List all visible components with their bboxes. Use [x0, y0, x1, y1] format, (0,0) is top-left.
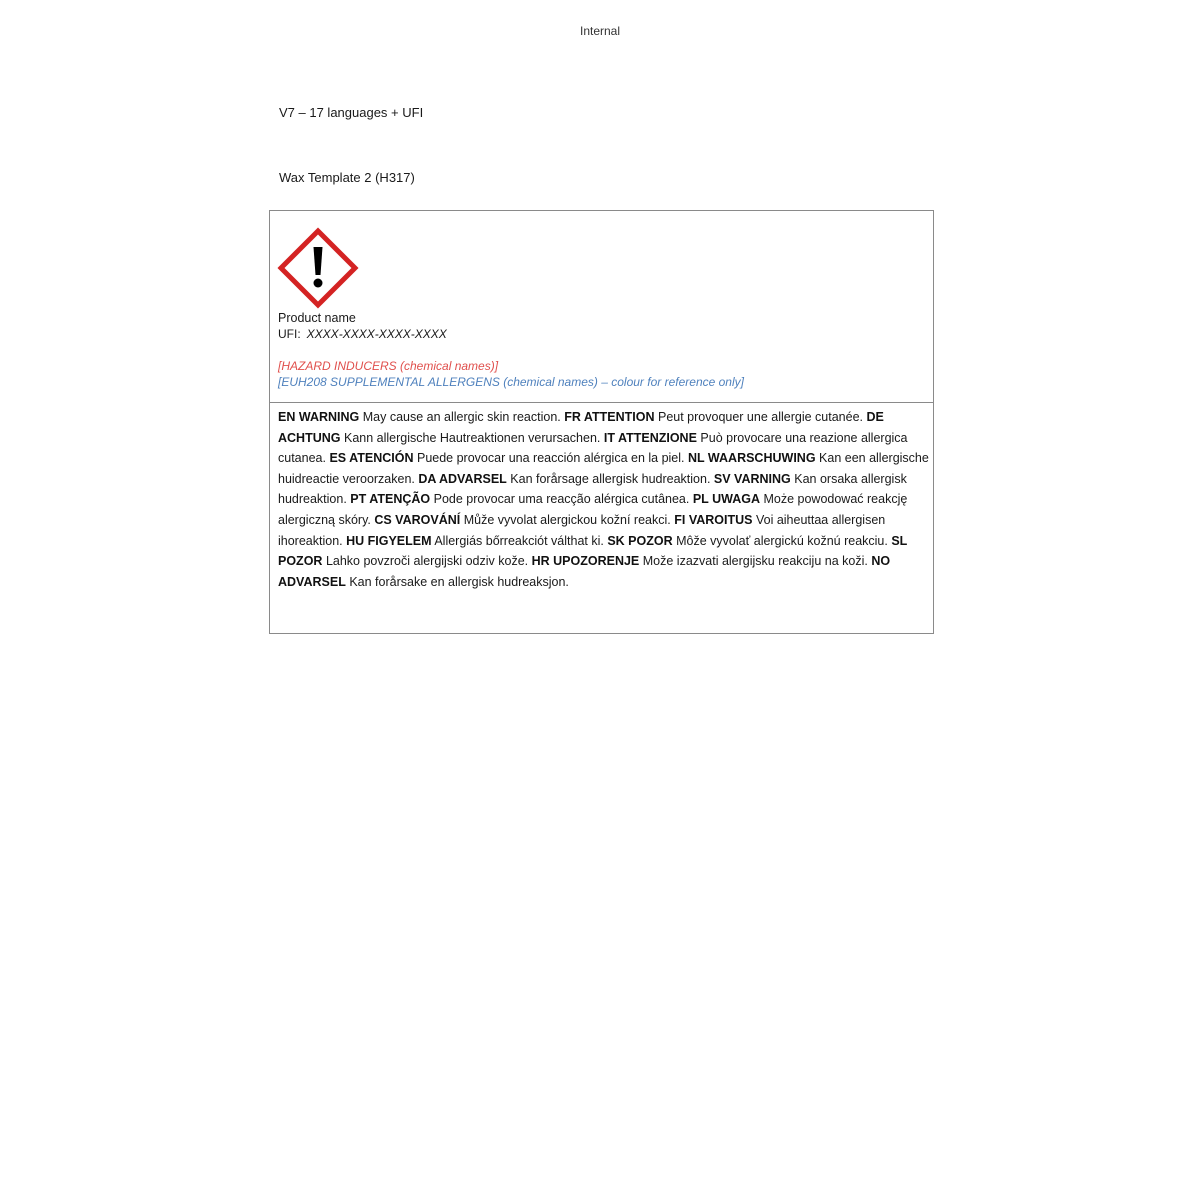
- hazard-statement: Kan orsaka allergisk hudreaktion.: [278, 471, 907, 507]
- warning-statement: [329, 451, 684, 465]
- hazard-statement: Kan forårsage allergisk hudreaktion.: [510, 471, 711, 486]
- hazard-statement: Môže vyvolať alergickú kožnú reakciu.: [676, 533, 888, 548]
- signal-word: HR UPOZORENJE: [531, 554, 640, 569]
- warning-statement: [418, 472, 710, 486]
- warning-statement: [278, 410, 561, 424]
- multilingual-warnings: [278, 407, 930, 592]
- warning-statement: [350, 492, 689, 506]
- hazard-statement: Pode provocar uma reacção alérgica cutânea.: [433, 492, 690, 507]
- label-box: [269, 210, 934, 634]
- warning-statement: [346, 534, 604, 548]
- hazard-statement: Lahko povzroči alergijski odziv kože.: [325, 554, 529, 569]
- hazard-statement: Può provocare una reazione allergica cutanea.: [278, 430, 908, 466]
- signal-word: PL UWAGA: [692, 492, 760, 507]
- signal-word: IT ATTENZIONE: [603, 430, 697, 445]
- hazard-statement: Allergiás bőrreakciót válthat ki.: [434, 533, 604, 548]
- supplemental-allergens-placeholder: [EUH208 SUPPLEMENTAL ALLERGENS (chemical names) – colour for reference only]: [278, 375, 744, 389]
- signal-word: NL WAARSCHUWING: [688, 451, 816, 466]
- hazard-statement: Kan forårsake en allergisk hudreaksjon.: [349, 574, 569, 589]
- template-line: Wax Template 2 (H317): [279, 170, 415, 185]
- ghs-exclamation-mark-icon: [277, 227, 359, 309]
- label-header-section: [270, 211, 933, 403]
- hazard-statement: May cause an allergic skin reaction.: [362, 410, 561, 424]
- signal-word: FR ATTENTION: [564, 410, 655, 424]
- hazard-statement: Peut provoquer une allergie cutanée.: [657, 410, 863, 424]
- product-name: Product name: [278, 311, 356, 325]
- warning-statement: [374, 513, 670, 527]
- version-line: V7 – 17 languages + UFI: [279, 105, 424, 120]
- hazard-inducers-placeholder: [HAZARD INDUCERS (chemical names)]: [278, 359, 499, 373]
- hazard-statement: Voi aiheuttaa allergisen ihoreaktion.: [278, 512, 886, 548]
- signal-word: DA ADVARSEL: [418, 471, 507, 486]
- hazard-statement: Kan een allergische huidreactie veroorzaken.: [278, 451, 929, 486]
- ufi-code: XXXX-XXXX-XXXX-XXXX: [306, 327, 447, 341]
- signal-word: CS VAROVÁNÍ: [374, 512, 461, 527]
- warning-statement: [607, 534, 888, 548]
- signal-word: EN WARNING: [278, 410, 360, 424]
- warning-statement: [564, 410, 863, 424]
- ufi-label: UFI:: [278, 327, 301, 341]
- signal-word: PT ATENÇÃO: [350, 492, 431, 507]
- ufi-line: [278, 327, 447, 341]
- signal-word: HU FIGYELEM: [346, 533, 432, 548]
- hazard-statement: Może powodować reakcję alergiczną skóry.: [278, 492, 908, 527]
- header-classification: Internal: [579, 24, 621, 38]
- hazard-statement: Může vyvolat alergickou kožní reakci.: [463, 512, 671, 527]
- warning-statement: [532, 554, 868, 568]
- hazard-statement: Može izazvati alergijsku reakciju na koži.: [642, 554, 868, 569]
- signal-word: SL POZOR: [278, 533, 908, 569]
- signal-word: FI VAROITUS: [674, 512, 753, 527]
- hazard-statement: Puede provocar una reacción alérgica en la piel.: [416, 451, 685, 466]
- signal-word: NO ADVARSEL: [278, 554, 891, 589]
- signal-word: ES ATENCIÓN: [329, 451, 414, 466]
- signal-word: SK POZOR: [607, 533, 673, 548]
- signal-word: SV VARNING: [713, 471, 791, 486]
- hazard-statement: Kann allergische Hautreaktionen verursachen.: [343, 430, 601, 445]
- signal-word: DE ACHTUNG: [278, 410, 884, 445]
